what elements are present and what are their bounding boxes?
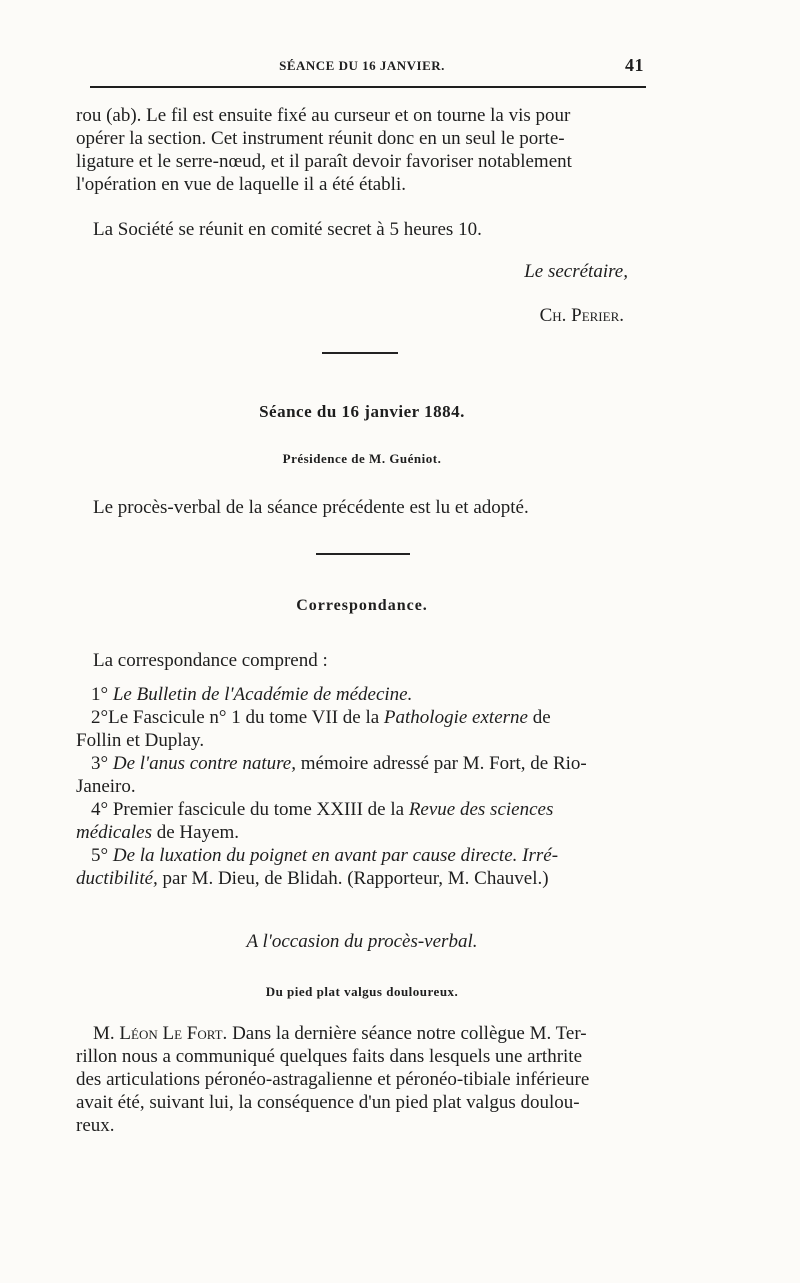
final-paragraph [76,1022,648,1137]
correspondance-list [76,683,648,890]
text-line: reux. [76,1115,115,1136]
item-italic: ductibilité, [76,868,158,889]
item-italic: De l'anus contre nature, [112,753,296,774]
comite-line: La Société se réunit en comité secret à 5 heures 10. [93,219,482,240]
presidence-line: Présidence de M. Guéniot. [282,451,442,466]
item-text: Le Fascicule n° 1 du tome VII de la [108,707,384,728]
signature-role: Le secrétaire, [524,261,628,282]
running-header [76,55,648,82]
item-number: 3° [91,753,109,774]
text-line: rillon nous a communiqué quelques faits dans lesquels une arthrite [76,1046,583,1067]
item-number: 2° [91,707,109,728]
item-italic: Revue des sciences [408,799,554,820]
correspondance-intro: La correspondance comprend : [93,650,328,671]
running-title: SÉANCE DU 16 JANVIER. [279,58,445,73]
text-line: l'opération en vue de laquelle il a été établi. [76,174,406,195]
list-item-continuation [76,821,648,844]
section-divider [316,553,410,555]
item-italic: médicales [76,822,152,843]
text-line: ligature et le serre-nœud, et il paraît devoir favoriser notablement [76,151,572,172]
item-text: de Hayem. [151,822,240,843]
speaker-name: M. Léon Le Fort. [93,1023,228,1044]
signature-name: Ch. Perier. [539,305,624,326]
list-item-continuation: Follin et Duplay. [76,730,205,751]
list-item [76,844,648,867]
item-text: de [527,707,551,728]
text-line [76,1022,648,1045]
list-item [76,706,648,729]
occasion-heading: A l'occasion du procès-verbal. [246,931,478,952]
item-number: 5° [91,845,109,866]
text-line: des articulations péronéo-astragalienne et péronéo-tibiale inférieure [76,1069,590,1090]
seance-title: Séance du 16 janvier 1884. [259,402,465,421]
item-text: par M. Dieu, de Blidah. (Rapporteur, M. Chauvel.) [157,868,549,889]
section-divider [322,352,398,354]
item-text: Premier fascicule du tome XXIII de la [112,799,409,820]
correspondance-heading: Correspondance. [296,597,428,614]
text-line: opérer la section. Cet instrument réunit donc en un seul le porte- [76,128,565,149]
text-line: rou (ab). Le fil est ensuite fixé au curseur et on tourne la vis pour [76,105,571,126]
section-subtitle: Du pied plat valgus douloureux. [265,984,459,999]
intro-paragraph [76,104,648,196]
text-run: Dans la dernière séance notre collègue M. Ter- [227,1023,587,1044]
list-item [76,683,648,706]
text-line: avait été, suivant lui, la conséquence d'un pied plat valgus doulou- [76,1092,580,1113]
item-number: 4° [91,799,109,820]
item-italic: De la luxation du poignet en avant par cause directe. Irré- [112,845,559,866]
item-italic: Pathologie externe [383,707,528,728]
list-item [76,752,648,775]
list-item-continuation: Janeiro. [76,776,136,797]
page-number: 41 [625,55,644,75]
item-number: 1° [91,684,109,705]
item-text: mémoire adressé par M. Fort, de Rio- [296,753,587,774]
proces-verbal-line: Le procès-verbal de la séance précédente est lu et adopté. [93,497,529,518]
header-rule [90,86,646,88]
list-item-continuation [76,867,648,890]
item-text: Le Bulletin de l'Académie de médecine. [112,684,413,705]
list-item [76,798,648,821]
